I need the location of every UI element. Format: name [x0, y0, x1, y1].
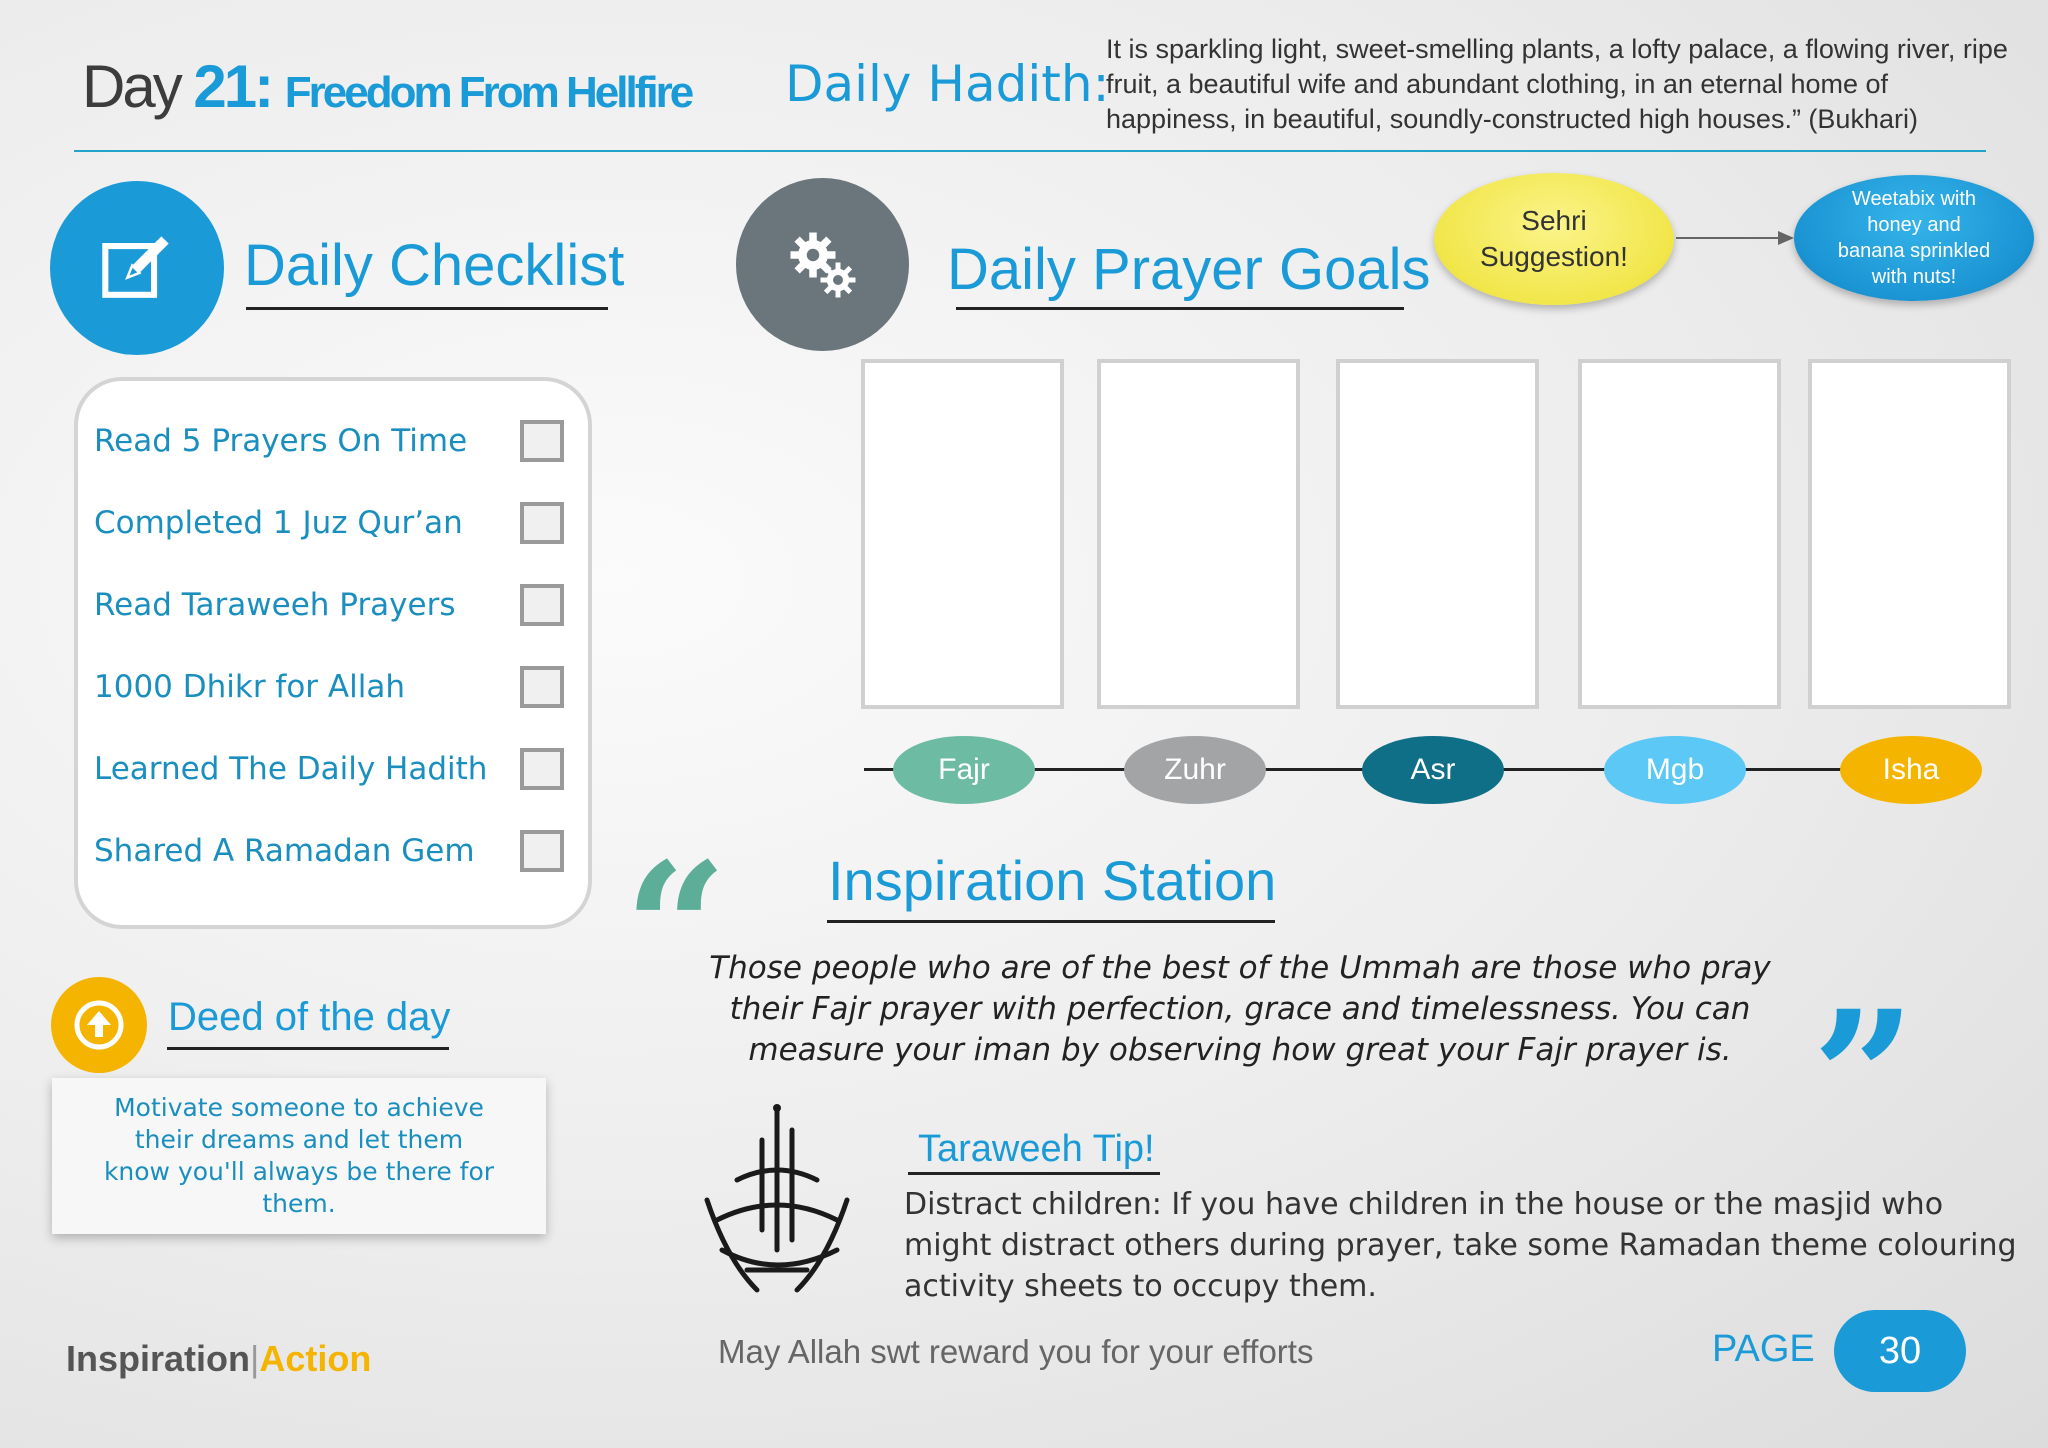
prayer-goal-box-zuhr[interactable]	[1097, 359, 1300, 709]
title-day-word: Day	[82, 53, 180, 120]
sehri-suggestion-line1: Weetabix with	[1851, 188, 1977, 210]
bismillah-calligraphy-icon	[697, 1100, 857, 1305]
daily-prayer-goals-heading: Daily Prayer Goals	[947, 237, 1431, 302]
sehri-food-bubble	[1794, 175, 2034, 301]
inspiration-quote: Those people who are of the best of the Ummah are those who pray their Fajr prayer with perfection, grace and timelessness. You can measure your iman by observing how great your Fajr prayer is.	[709, 950, 1771, 1068]
prayer-goal-box-isha[interactable]	[1808, 359, 2011, 709]
prayer-pill-asr	[1362, 736, 1504, 804]
prayer-goals-heading-underline	[956, 307, 1404, 310]
footer-message: May Allah swt reward you for your efforts	[718, 1333, 1314, 1370]
header-divider	[74, 150, 1986, 152]
prayer-goal-box-asr[interactable]	[1336, 359, 1539, 709]
brand-logo-separator: |	[250, 1338, 260, 1379]
prayer-pill-label: Zuhr	[1164, 753, 1226, 786]
checklist-checkbox[interactable]	[520, 584, 564, 626]
prayer-pill-label: Isha	[1882, 753, 1940, 786]
close-quote-icon: ”	[1812, 972, 1916, 1183]
checklist-item-label: Read Taraweeh Prayers	[94, 587, 456, 623]
title-day-number: 21:	[193, 53, 272, 120]
hadith-label: Daily Hadith:	[785, 55, 1110, 113]
arrow-up-circle-icon	[71, 997, 127, 1053]
prayer-pill-mgb	[1604, 736, 1746, 804]
deed-of-the-day-heading: Deed of the day	[168, 995, 451, 1039]
brand-logo-right: Action	[259, 1338, 372, 1379]
sehri-suggestion-bubble	[1434, 173, 1674, 305]
checklist-item-label: Shared A Ramadan Gem	[94, 833, 475, 869]
checklist-item[interactable]	[94, 826, 564, 876]
checklist-item[interactable]	[94, 744, 564, 794]
brand-logo-left: Inspiration	[66, 1338, 251, 1379]
prayer-pill-label: Mgb	[1645, 753, 1705, 786]
sehri-suggestion-line4: with nuts!	[1871, 266, 1957, 288]
daily-checklist-heading: Daily Checklist	[244, 233, 625, 298]
checklist-checkbox[interactable]	[520, 830, 564, 872]
title-day-subtitle: Freedom From Hellfire	[284, 68, 692, 117]
prayer-pill-label: Fajr	[938, 753, 990, 786]
checklist-item[interactable]	[94, 580, 564, 630]
page-number: 30	[1878, 1329, 1922, 1372]
gears-icon	[783, 225, 863, 305]
inspiration-heading-underline	[827, 920, 1275, 923]
page-title	[82, 52, 691, 121]
sehri-suggestion-line3: banana sprinkled	[1837, 240, 1991, 262]
taraweeh-tip-heading: Taraweeh Tip!	[918, 1128, 1155, 1170]
sehri-suggestion-line2: honey and	[1867, 214, 1961, 236]
prayer-goals-icon-circle	[736, 178, 909, 351]
checklist-checkbox[interactable]	[520, 420, 564, 462]
checklist-item-label: Read 5 Prayers On Time	[94, 423, 468, 459]
deed-text: Motivate someone to achieve their dreams and let them know you'll always be there for them.	[103, 1093, 495, 1218]
checklist-item-label: 1000 Dhikr for Allah	[94, 669, 405, 705]
open-quote-icon: “	[624, 824, 728, 1035]
prayer-goal-box-fajr[interactable]	[861, 359, 1064, 709]
sehri-title-line2: Suggestion!	[1480, 241, 1628, 272]
prayer-pill-isha	[1840, 736, 1982, 804]
checklist-icon-circle	[50, 181, 224, 355]
taraweeh-tip-text: Distract children: If you have children in the house or the masjid who might distract others during prayer, take some Ramadan theme colouring activity sheets to occupy them.	[904, 1187, 2017, 1304]
checklist-item[interactable]	[94, 498, 564, 548]
sehri-arrow-icon	[1676, 228, 1796, 248]
prayer-pill-zuhr	[1124, 736, 1266, 804]
deed-heading-underline	[167, 1047, 449, 1050]
checklist-item-label: Completed 1 Juz Qur’an	[94, 505, 463, 541]
taraweeh-heading-underline	[908, 1172, 1160, 1175]
deed-card	[52, 1078, 546, 1234]
checklist-checkbox[interactable]	[520, 748, 564, 790]
checklist-heading-underline	[246, 307, 608, 310]
edit-icon	[98, 229, 176, 307]
checklist-item-label: Learned The Daily Hadith	[94, 751, 488, 787]
checklist-checkbox[interactable]	[520, 502, 564, 544]
sehri-title-line1: Sehri	[1521, 205, 1587, 236]
checklist-checkbox[interactable]	[520, 666, 564, 708]
inspiration-station-heading: Inspiration Station	[828, 849, 1277, 912]
checklist-item[interactable]	[94, 662, 564, 712]
hadith-text: It is sparkling light, sweet-smelling plants, a lofty palace, a flowing river, ripe fruit, a beautiful wife and abundant clothing, in an eternal home of happiness, in beautiful, soundly-constructed high houses.” (Bukhari)	[1106, 34, 2008, 134]
prayer-goal-box-mgb[interactable]	[1578, 359, 1781, 709]
brand-logo	[66, 1338, 371, 1380]
prayer-pill-fajr	[893, 736, 1035, 804]
page-label: PAGE	[1712, 1328, 1815, 1370]
deed-icon-circle	[51, 977, 147, 1073]
page-number-badge	[1834, 1310, 1966, 1392]
prayer-pill-label: Asr	[1410, 753, 1456, 786]
checklist-item[interactable]	[94, 416, 564, 466]
